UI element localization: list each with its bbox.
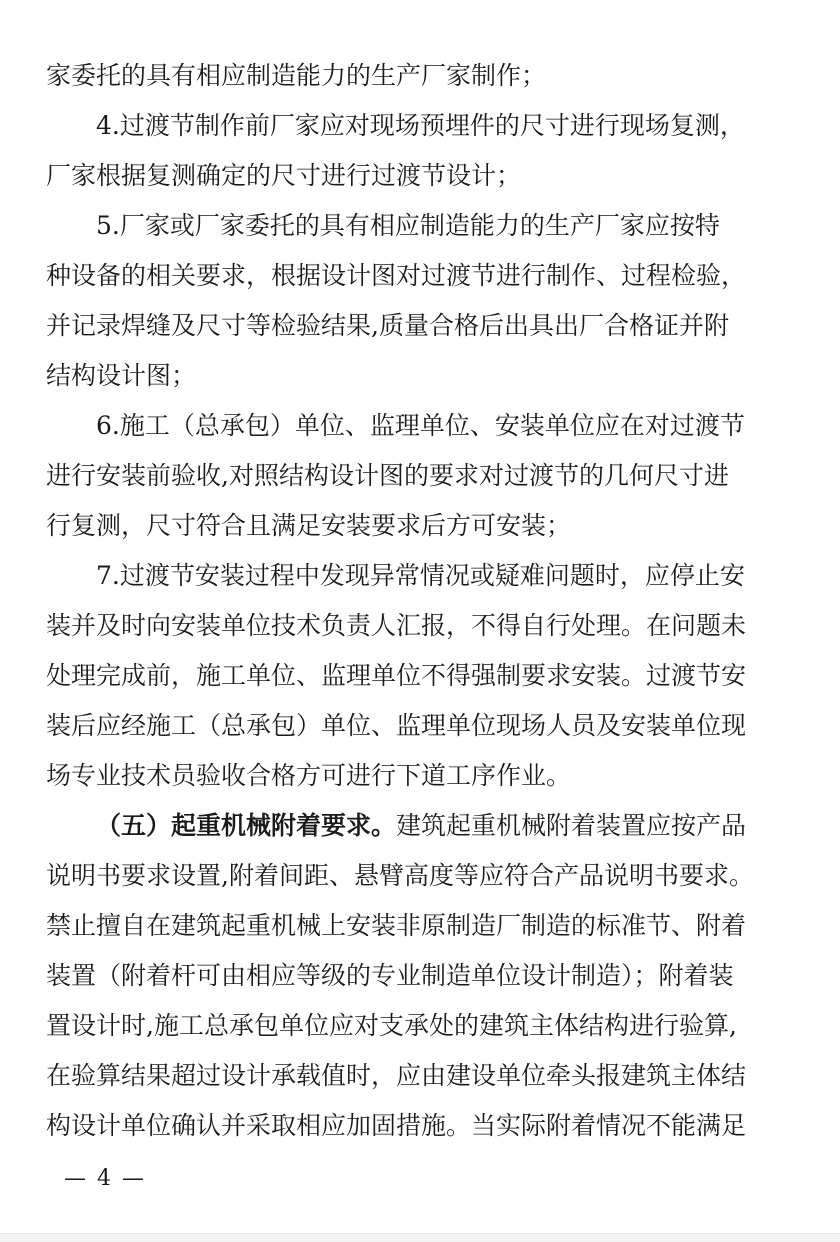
text-line: 场专业技术员验收合格方可进行下道工序作业。	[46, 761, 572, 790]
text-line: 7.过渡节安装过程中发现异常情况或疑难问题时，应停止安	[96, 561, 745, 590]
text-line: 5.厂家或厂家委托的具有相应制造能力的生产厂家应按特	[96, 211, 720, 240]
text-line: 4.过渡节制作前厂家应对现场预埋件的尺寸进行现场复测，	[96, 111, 745, 140]
text-line: 禁止擅自在建筑起重机械上安装非原制造厂制造的标准节、附着	[46, 911, 747, 940]
text-line: 结构设计图；	[46, 361, 197, 390]
text-line: 处理完成前，施工单位、监理单位不得强制要求安装。过渡节安	[46, 661, 747, 690]
text-line: 进行安装前验收,对照结构设计图的要求对过渡节的几何尺寸进	[46, 461, 729, 490]
text-line: 装后应经施工（总承包）单位、监理单位现场人员及安装单位现	[46, 711, 747, 740]
text-line: 6.施工（总承包）单位、监理单位、安装单位应在对过渡节	[96, 411, 745, 440]
text-line: 装并及时向安装单位技术负责人汇报，不得自行处理。在问题未	[46, 611, 747, 640]
page-number: — 4 —	[64, 1166, 146, 1191]
text-line: 并记录焊缝及尺寸等检验结果,质量合格后出具出厂合格证并附	[46, 311, 729, 340]
text-line: 厂家根据复测确定的尺寸进行过渡节设计；	[46, 161, 522, 190]
section-heading: （五）起重机械附着要求。	[96, 811, 397, 840]
text-line: 在验算结果超过设计承载值时，应由建设单位牵头报建筑主体结	[46, 1061, 747, 1090]
text-line: 种设备的相关要求，根据设计图对过渡节进行制作、过程检验，	[46, 261, 747, 290]
page-bottom-edge	[0, 1233, 840, 1242]
text-line: 装置（附着杆可由相应等级的专业制造单位设计制造）；附着装	[46, 961, 734, 990]
section-text: 建筑起重机械附着装置应按产品	[396, 811, 747, 840]
section-heading-line	[96, 806, 796, 846]
text-line: 置设计时,施工总承包单位应对支承处的建筑主体结构进行验算,	[46, 1011, 737, 1040]
text-line: 家委托的具有相应制造能力的生产厂家制作；	[46, 61, 547, 90]
text-line: 说明书要求设置,附着间距、悬臂高度等应符合产品说明书要求。	[46, 861, 754, 890]
text-line: 行复测，尺寸符合且满足安装要求后方可安装；	[46, 511, 572, 540]
text-line: 构设计单位确认并采取相应加固措施。当实际附着情况不能满足	[46, 1111, 747, 1140]
